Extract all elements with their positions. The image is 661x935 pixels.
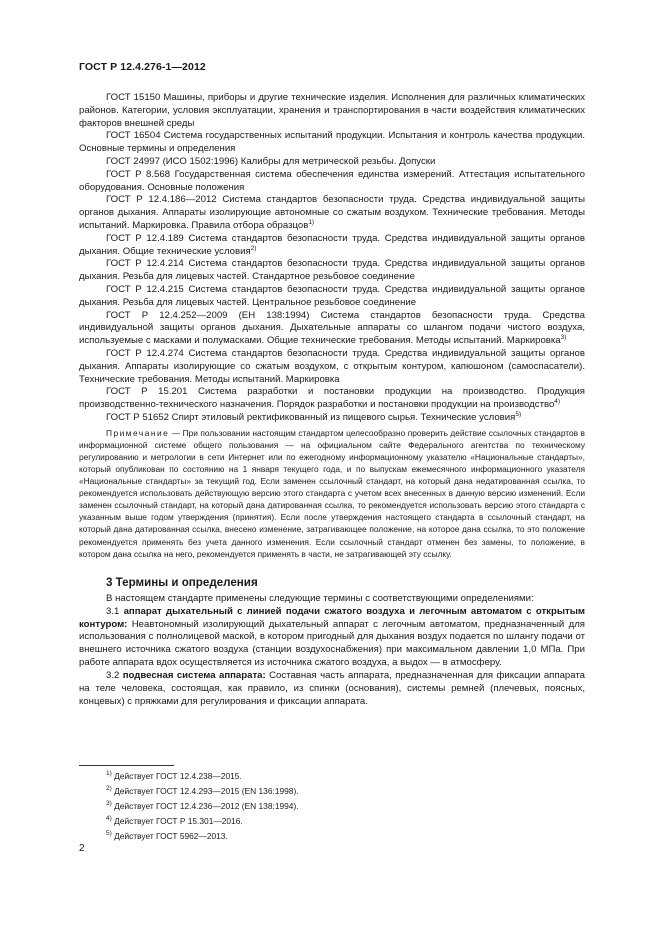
reference-text: ГОСТ Р 12.4.215 Система стандартов безопасности труда. Средства индивидуальной защиты органов дыхания. Резьба для лицевых частей. Центральное резьбовое соединение bbox=[79, 283, 585, 308]
reference-item bbox=[79, 156, 585, 169]
reference-text: ГОСТ Р 12.4.189 Система стандартов безопасности труда. Средства индивидуальной защиты органов дыхания. Общие технические условия bbox=[79, 232, 585, 257]
reference-text: ГОСТ Р 12.4.274 Система стандартов безопасности труда. Средства индивидуальной защиты органов дыхания. Аппараты изолирующие со сжатым воздухом, с открытым контуром, капюшоном (самоспасатели). Технические требования. Методы испытаний. Маркировка bbox=[79, 347, 585, 385]
footnote-text: Действует ГОСТ 12.4.293—2015 (EN 136:1998). bbox=[114, 786, 299, 797]
document-body bbox=[79, 92, 585, 709]
reference-item bbox=[79, 169, 585, 195]
normative-references-list bbox=[79, 92, 585, 425]
footnote-marker: 1) bbox=[308, 218, 315, 226]
note-label: Примечание bbox=[106, 427, 170, 438]
term-number: 3.1 bbox=[106, 605, 120, 617]
footnote-mark: 1) bbox=[106, 770, 112, 778]
reference-item bbox=[79, 412, 585, 425]
footnote-mark: 3) bbox=[106, 800, 112, 808]
footnote-text: Действует ГОСТ 12.4.238—2015. bbox=[114, 771, 242, 781]
reference-text: ГОСТ Р 12.4.214 Система стандартов безопасности труда. Средства индивидуальной защиты органов дыхания. Резьба для лицевых частей. Стандартное резьбовое соединение bbox=[79, 258, 585, 283]
reference-item bbox=[79, 284, 585, 310]
footnote-mark: 5) bbox=[106, 830, 112, 838]
section-intro: В настоящем стандарте применены следующие термины с соответствующими определениями: bbox=[106, 592, 534, 604]
footnote-marker: 3) bbox=[560, 333, 567, 341]
term-name: аппарат дыхательный с линией подачи сжатого воздуха и легочным автоматом с открытым контуром: bbox=[79, 605, 585, 630]
reference-item bbox=[79, 194, 585, 232]
term-definition bbox=[79, 606, 585, 671]
reference-item bbox=[79, 348, 585, 386]
footnote bbox=[106, 769, 299, 784]
footnote-text: Действует ГОСТ 12.4.236—2012 (EN 138:1994). bbox=[114, 801, 299, 812]
reference-text: ГОСТ Р 51652 Спирт этиловый ректификованный из пищевого сырья. Технические условия bbox=[106, 411, 516, 423]
footnote bbox=[106, 799, 299, 814]
note-paragraph bbox=[79, 427, 585, 560]
reference-item bbox=[79, 130, 585, 156]
reference-item bbox=[79, 92, 585, 130]
reference-item bbox=[79, 258, 585, 284]
term-definition bbox=[79, 670, 585, 709]
footnotes bbox=[106, 769, 299, 844]
reference-text: ГОСТ Р 12.4.252—2009 (ЕН 138:1994) Система стандартов безопасности труда. Средства индивидуальной защиты органов дыхания. Дыхательные аппараты со шлангом подачи чистого воздуха, используемые с масками и полумасками. Общие технические требования. Методы испытаний. Маркировка bbox=[79, 309, 585, 347]
reference-text: ГОСТ 24997 (ИСО 1502:1996) Калибры для метрической резьбы. Допуски bbox=[106, 155, 436, 167]
note-text: При пользовании настоящим стандартом целесообразно проверить действие ссылочных стандартов в информационной системе общего пользования — на официальном сайте Федерального агентства по техническому регулированию и метрологии в сети Интернет или по ежегодному информационному указателю «Национальные стандарты», который опубликован по состоянию на 1 января текущего года, и по выпускам ежемесячного информационного указателя «Национальные стандарты» за текущий год. Если заменен ссылочный стандарт, на который дана недатированная ссылка, то рекомендуется использовать действующую версию этого стандарта с учетом всех внесенных в данную версию изменений. Если заменен ссылочный стандарт, на который дана датированная ссылка, то рекомендуется использовать версию этого стандарта с указанным выше годом утверждения (принятия). Если после утверждения настоящего стандарта в ссылочный стандарт, на который дана датированная ссылка, внесено изменение, затрагивающее положение, на которое дана ссылка, то это положение рекомендуется применять без учета данного изменения. Если ссылочный стандарт отменен без замены, то положение, в котором дана ссылка на него, рекомендуется применять в части, не затрагивающей эту ссылку. bbox=[79, 427, 585, 559]
reference-item bbox=[79, 386, 585, 412]
footnote-mark: 4) bbox=[106, 815, 112, 823]
footnote-separator bbox=[79, 765, 174, 766]
term-text: Неавтономный изолирующий дыхательный аппарат с легочным автоматом, предназначенный для использования с полнолицевой маской, в котором пригодный для дыхания воздух подается по шлангу подачи от внешнего источника сжатого воздуха (станции воздухоснабжения) при максимальном давлении 1,0 МПа. При работе аппарата вдох осуществляется из источника сжатого воздуха, а выдох — в атмосферу. bbox=[79, 618, 585, 669]
reference-item bbox=[79, 310, 585, 348]
footnote-marker: 2) bbox=[250, 244, 257, 252]
reference-text: ГОСТ Р 15.201 Система разработки и постановки продукции на производство. Продукция производственно-технического назначения. Порядок разработки и постановки продукции на производство bbox=[79, 386, 585, 411]
footnote bbox=[106, 784, 299, 799]
reference-text: ГОСТ Р 12.4.186—2012 Система стандартов безопасности труда. Средства индивидуальной защиты органов дыхания. Аппараты изолирующие автономные со сжатым воздухом. Технические требования. Методы испытаний. Маркировка. Правила отбора образцов bbox=[79, 194, 585, 231]
term-number: 3.2 bbox=[106, 670, 120, 682]
reference-text: ГОСТ 16504 Система государственных испытаний продукции. Испытания и контроль качества продукции. Основные термины и определения bbox=[79, 130, 585, 155]
reference-item bbox=[79, 233, 585, 259]
footnote-mark: 2) bbox=[106, 785, 112, 793]
footnote-marker: 5) bbox=[515, 410, 522, 418]
note-dash: — bbox=[169, 427, 183, 438]
footnote bbox=[106, 829, 299, 844]
reference-text: ГОСТ 15150 Машины, приборы и другие технические изделия. Исполнения для различных климатических районов. Категории, условия эксплуатации, хранения и транспортирования в части воздействия климатических факторов внешней среды bbox=[79, 92, 585, 129]
term-name: подвесная система аппарата: bbox=[122, 670, 266, 682]
reference-text: ГОСТ Р 8.568 Государственная система обеспечения единства измерений. Аттестация испытательного оборудования. Основные положения bbox=[79, 168, 585, 193]
footnote-text: Действует ГОСТ 5962—2013. bbox=[114, 831, 228, 842]
page-number: 2 bbox=[79, 843, 85, 854]
term-text: Составная часть аппарата, предназначенная для фиксации аппарата на теле человека, состоящая, как правило, из спинки (основания), системы ремней (плечевых, поясных, концевых) с пряжками для регулирования и фиксации аппарата. bbox=[79, 670, 585, 707]
section-heading: 3 Термины и определения bbox=[106, 575, 258, 589]
document-code-header: ГОСТ Р 12.4.276-1—2012 bbox=[79, 61, 206, 73]
footnote-marker: 4) bbox=[554, 397, 561, 405]
footnote-text: Действует ГОСТ Р 15.301—2016. bbox=[114, 816, 243, 827]
footnote bbox=[106, 814, 299, 829]
